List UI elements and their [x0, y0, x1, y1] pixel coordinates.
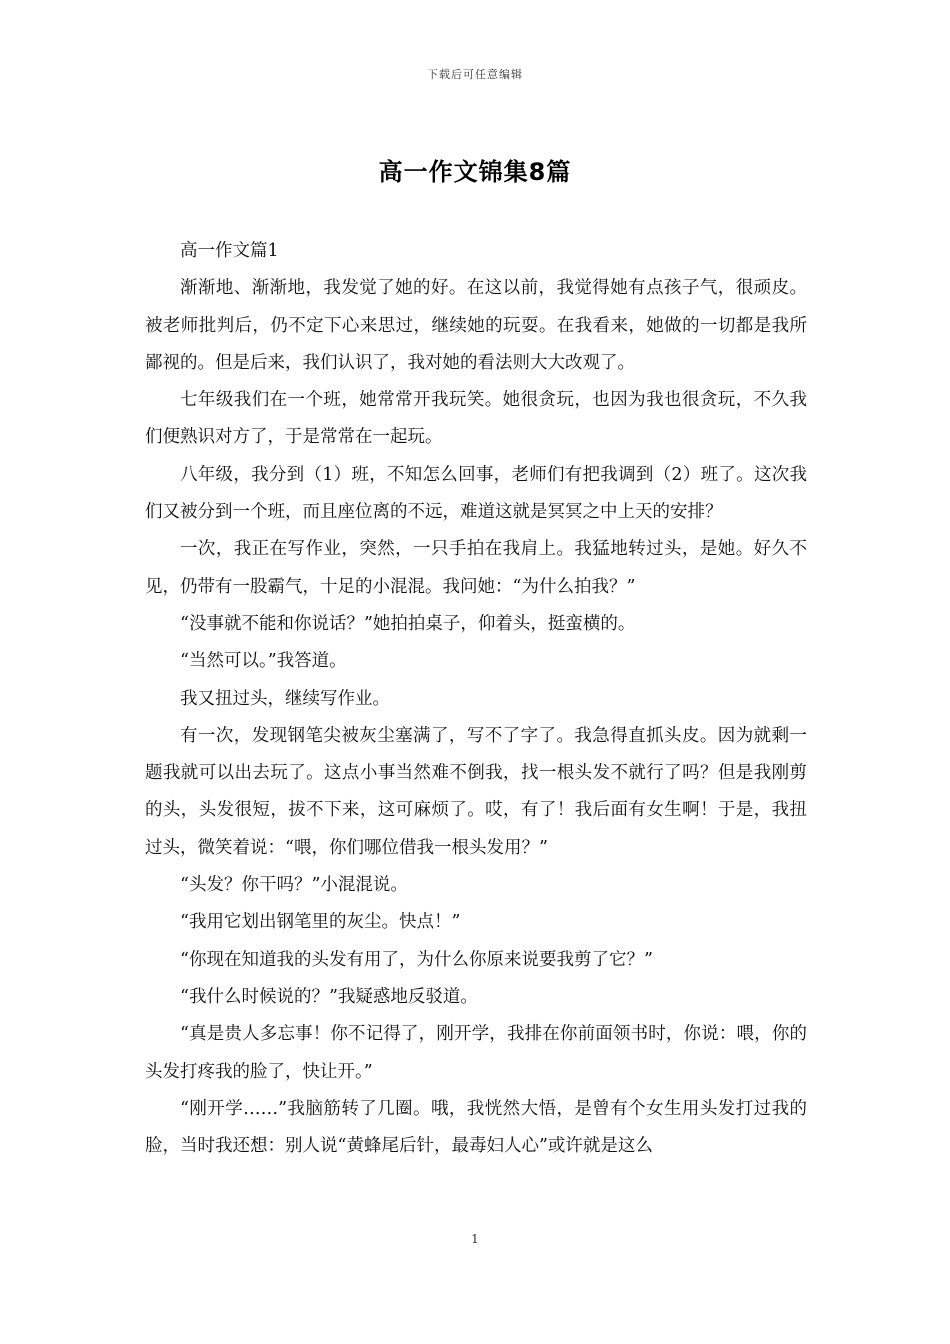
- paragraph: 八年级，我分到（1）班，不知怎么回事，老师们有把我调到（2）班了。这次我们又被分到一个班，而且座位离的不远，难道这就是冥冥之中上天的安排？: [145, 464, 807, 523]
- document-body: [145, 233, 807, 1165]
- paragraph: “没事就不能和你说话？”她拍拍桌子，仰着头，挺蛮横的。: [180, 613, 636, 634]
- paragraph: 我又扭过头，继续写作业。: [180, 688, 390, 709]
- paragraph: “刚开学……”我脑筋转了几圈。哦，我恍然大悟，是曾有个女生用头发打过我的脸，当时我还想：别人说“黄蜂尾后针，最毒妇人心”或许就是这么: [145, 1098, 807, 1157]
- paragraph: 七年级我们在一个班，她常常开我玩笑。她很贪玩，也因为我也很贪玩，不久我们便熟识对方了，于是常常在一起玩。: [145, 390, 807, 448]
- paragraph: “真是贵人多忘事！你不记得了，刚开学，我排在你前面领书时，你说：喂，你的头发打疼我的脸了，快让开。”: [145, 1024, 807, 1082]
- paragraph: “我用它划出钢笔里的灰尘。快点！”: [180, 912, 461, 933]
- paragraph: 一次，我正在写作业，突然，一只手拍在我肩上。我猛地转过头，是她。好久不见，仍带有一股霸气，十足的小混混。我问她：“为什么拍我？”: [145, 539, 807, 597]
- section-heading: 高一作文篇1: [180, 241, 279, 261]
- page-number: 1: [471, 1232, 479, 1246]
- paragraph: “当然可以。”我答道。: [180, 651, 347, 672]
- paragraph: 有一次，发现钢笔尖被灰尘塞满了，写不了字了。我急得直抓头皮。因为就剩一题我就可以出去玩了。这点小事当然难不倒我，找一根头发不就行了吗？但是我刚剪的头，头发很短，拔不下来，这可麻烦了。哎，有了！我后面有女生啊！于是，我扭过头，微笑着说：“喂，你们哪位借我一根头发用？”: [145, 725, 807, 858]
- paragraph: “头发？你干吗？”小混混说。: [180, 875, 408, 896]
- paragraph: “你现在知道我的头发有用了，为什么你原来说要我剪了它？”: [180, 949, 653, 970]
- paragraph: “我什么时候说的？”我疑惑地反驳道。: [180, 986, 478, 1007]
- document-title: 高一作文锦集8篇: [378, 158, 572, 186]
- paragraph: 渐渐地、渐渐地，我发觉了她的好。在这以前，我觉得她有点孩子气，很顽皮。被老师批判后，仍不定下心来思过，继续她的玩耍。在我看来，她做的一切都是我所鄙视的。但是后来，我们认识了，我对她的看法则大大改观了。: [145, 278, 807, 373]
- header-note: 下载后可任意编辑: [427, 68, 523, 81]
